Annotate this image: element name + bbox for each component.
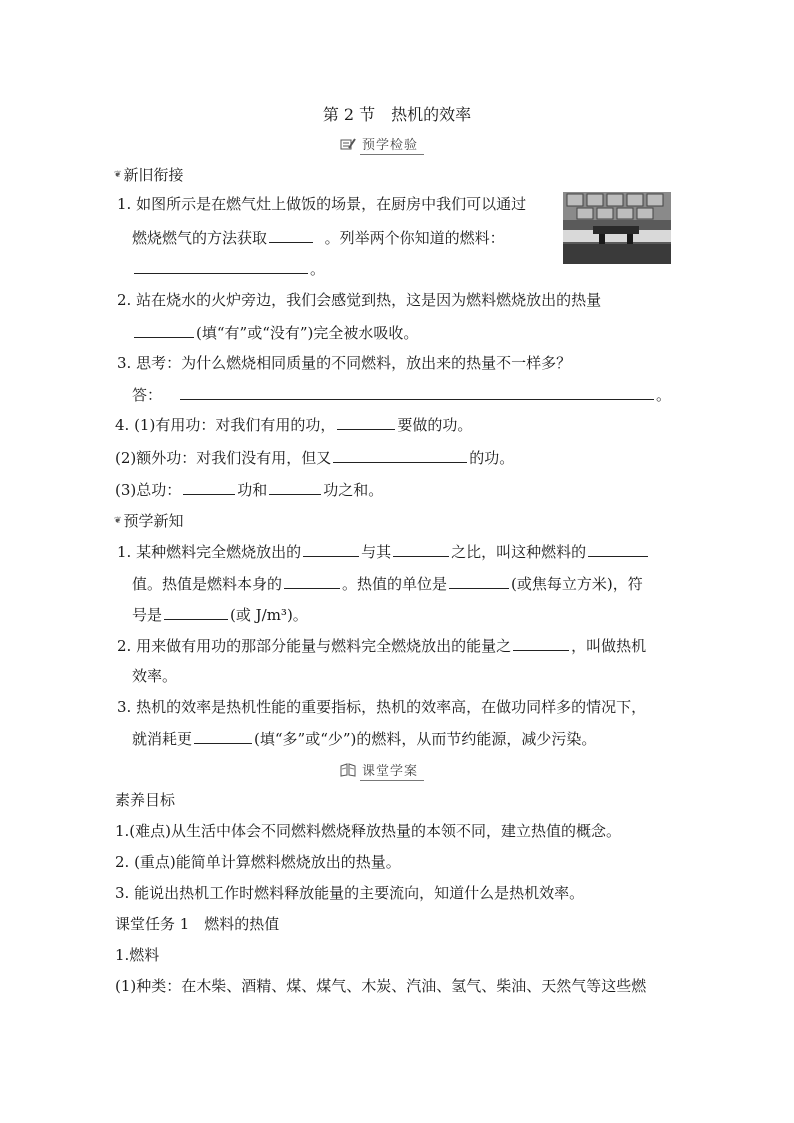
n1-blank-3[interactable] (588, 541, 648, 557)
n3-text-b: (填“多”或“少”)的燃料，从而节约能源，减少污染。 (254, 730, 597, 748)
q3-line2 (132, 384, 671, 405)
n1-blank-2[interactable] (393, 541, 449, 557)
leaf-icon: ❦ (114, 169, 122, 180)
n1-text-e: 。热值的单位是 (342, 575, 448, 593)
q2-line2 (132, 322, 418, 343)
section-new-knowledge (114, 510, 184, 531)
q1-line1: 1. 如图所示是在燃气灶上做饭的场景，在厨房中我们可以通过 (117, 195, 527, 213)
q1-text-c: 。 (310, 260, 326, 278)
q4-line2 (115, 447, 514, 468)
goal-1: 1.(难点)从生活中体会不同燃料燃烧释放热量的本领不同，建立热值的概念。 (115, 822, 622, 840)
classroom-banner (340, 760, 424, 780)
task1-fuel-heading: 1.燃料 (115, 946, 160, 964)
q3-answer-blank[interactable] (180, 384, 654, 400)
q1-line3 (132, 258, 325, 279)
q4-blank-4[interactable] (269, 479, 321, 495)
n3-blank[interactable] (194, 728, 252, 744)
pencil-icon (340, 137, 356, 151)
n1-line3 (132, 604, 308, 625)
n2-text-b: ，叫做热机 (571, 637, 647, 655)
q4-text-a: 4. (1)有用功：对我们有用的功， (115, 416, 336, 434)
q3-text-b: 。 (656, 386, 672, 404)
q4-text-c: (2)额外功：对我们没有用，但又 (115, 449, 332, 467)
n2-line1 (117, 635, 646, 656)
n1-text-b: 与其 (361, 543, 392, 561)
goals-heading: 素养目标 (115, 791, 176, 809)
section-new-knowledge-label: 预学新知 (123, 512, 184, 530)
q4-blank-2[interactable] (333, 447, 467, 463)
q1-text-a: 燃烧燃气的方法获取 (132, 229, 268, 247)
page-title: 第 2 节 热机的效率 (322, 105, 472, 124)
n1-text-d: 值。热值是燃料本身的 (132, 575, 283, 593)
n1-blank-1[interactable] (303, 541, 359, 557)
section-old-new (114, 164, 184, 185)
stove-image (563, 192, 671, 264)
book-icon (340, 763, 356, 777)
preview-check-banner (340, 134, 424, 154)
preview-check-label: 预学检验 (360, 134, 424, 155)
goal-3: 3. 能说出热机工作时燃料释放能量的主要流向，知道什么是热机效率。 (115, 884, 585, 902)
q4-line3 (115, 479, 383, 500)
n1-line1 (117, 541, 650, 562)
q4-blank-1[interactable] (337, 414, 395, 430)
leaf-icon: ❦ (114, 515, 122, 526)
kitchen-stove-photo (563, 192, 671, 264)
n1-text-c: 之比，叫这种燃料的 (451, 543, 587, 561)
n2-text-a: 2. 用来做有用功的那部分能量与燃料完全燃烧放出的能量之 (117, 637, 512, 655)
n2-line2: 效率。 (132, 667, 178, 685)
task1-fuel-kinds: (1)种类：在木柴、酒精、煤、煤气、木炭、汽油、氢气、柴油、天然气等这些燃 (115, 977, 647, 995)
q4-text-d: 的功。 (469, 449, 515, 467)
q4-blank-3[interactable] (183, 479, 235, 495)
section-old-new-label: 新旧衔接 (123, 166, 184, 184)
q2-blank[interactable] (134, 322, 194, 338)
n1-text-a: 1. 某种燃料完全燃烧放出的 (117, 543, 302, 561)
q1-fuels-blank[interactable] (134, 258, 308, 274)
n2-blank[interactable] (513, 635, 569, 651)
task1-heading: 课堂任务 1 燃料的热值 (115, 915, 280, 933)
n3-text-a: 就消耗更 (132, 730, 193, 748)
n3-line2 (132, 728, 596, 749)
q2-line1: 2. 站在烧水的火炉旁边，我们会感觉到热，这是因为燃料燃烧放出的热量 (117, 291, 602, 309)
q3-answer-label: 答： (132, 386, 163, 404)
q4-text-f: 功和 (237, 481, 268, 499)
q1-line2 (132, 227, 505, 248)
n1-text-g: 号是 (132, 606, 163, 624)
n1-blank-5[interactable] (449, 573, 509, 589)
n1-blank-4[interactable] (284, 573, 340, 589)
n1-text-h: (或 J/m³)。 (230, 606, 308, 624)
n3-line1: 3. 热机的效率是热机性能的重要指标，热机的效率高，在做功同样多的情况下， (117, 698, 647, 716)
q1-text-b: 。列举两个你知道的燃料： (324, 229, 505, 247)
q2-text-b: (填“有”或“没有”)完全被水吸收。 (196, 324, 419, 342)
n1-text-f: (或焦每立方米)，符 (511, 575, 643, 593)
n1-line2 (132, 573, 643, 594)
q4-line1 (115, 414, 472, 435)
classroom-label: 课堂学案 (360, 760, 424, 781)
goal-2: 2. (重点)能简单计算燃料燃烧放出的热量。 (115, 853, 401, 871)
n1-blank-6[interactable] (164, 604, 228, 620)
q4-text-b: 要做的功。 (397, 416, 473, 434)
q3-line1: 3. 思考：为什么燃烧相同质量的不同燃料，放出来的热量不一样多？ (117, 354, 572, 372)
q4-text-g: 功之和。 (323, 481, 384, 499)
q4-text-e: (3)总功： (115, 481, 182, 499)
q1-answer-blank[interactable] (269, 227, 313, 243)
